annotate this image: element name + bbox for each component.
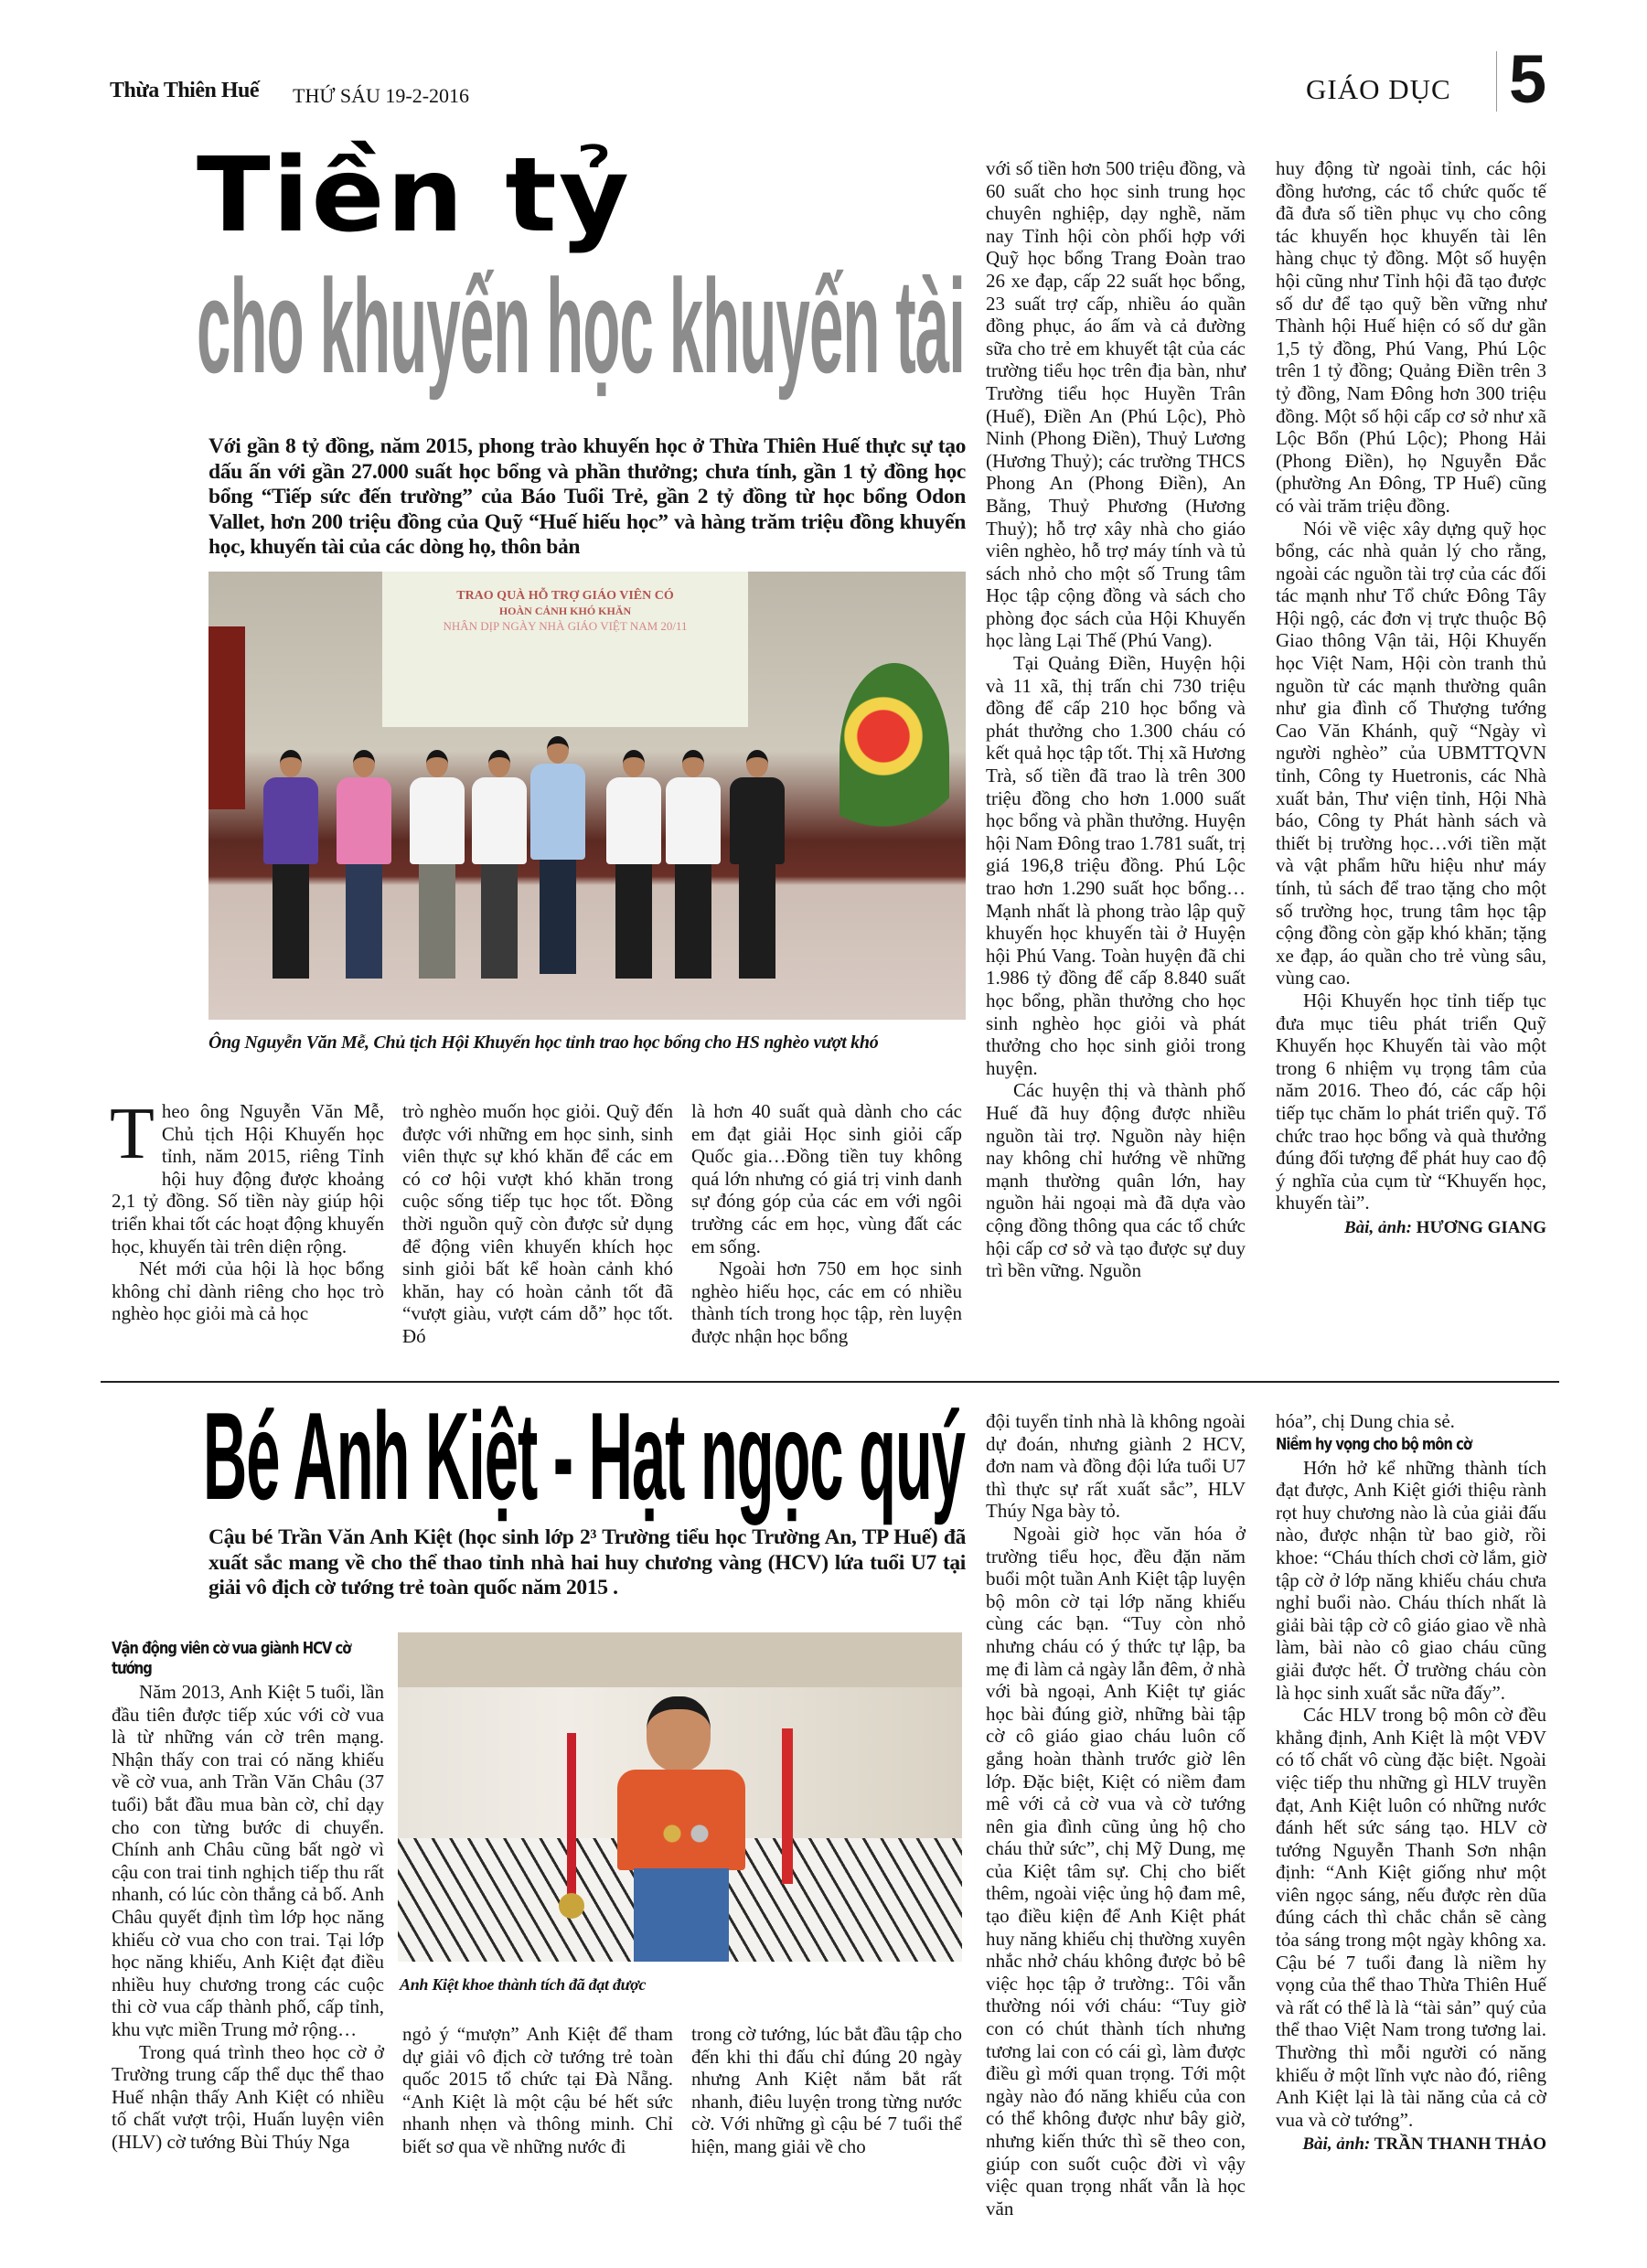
article2-lead: Cậu bé Trần Văn Anh Kiệt (học sinh lớp 2³ Trường tiểu học Trường An, TP Huế) đã xuất sắc mang về cho thể thao tỉnh nhà hai huy chương vàng (HCV) lứa tuổi U7 tại giải vô địch cờ tướng trẻ toàn quốc năm 2015 . [209, 1525, 966, 1599]
article2-title: Bé Anh Kiệt - Hạt ngọc quý [203, 1386, 965, 1525]
paragraph-text: là hơn 40 suất quà dành cho các em đạt giải Học sinh giỏi cấp Quốc gia…Đồng tiền tuy không quá lớn nhưng có giá trị vinh danh sự đóng góp của các em với ngôi trường các em học, vùng đất các em sống. [691, 1100, 962, 1257]
paragraph [112, 2041, 384, 2154]
byline [1276, 2133, 1546, 2156]
person-torso [666, 777, 721, 864]
person-torso [530, 764, 585, 860]
article1-column-5 [1276, 157, 1546, 1240]
paragraph [986, 1079, 1246, 1281]
paragraph-text: heo ông Nguyễn Văn Mễ, Chủ tịch Hội Khuyến học tỉnh, năm 2015, riêng Tỉnh hội huy động được khoảng 2,1 tỷ đồng. Số tiền này giúp hội triển khai tốt các hoạt động khuyến học, khuyến tài trên diện rộng. [112, 1100, 384, 1257]
person-legs [481, 864, 518, 979]
person-head [280, 750, 302, 777]
paragraph-text: Năm 2013, Anh Kiệt 5 tuổi, lần đầu tiên được tiếp xúc với cờ vua là từ những ván cờ trên mạng. Nhận thấy con trai có năng khiếu về cờ vua, anh Trần Văn Châu (37 tuổi) bắt đầu mua bàn cờ, chỉ dạy cho con từng bước di chuyển. Chính anh Châu cũng bất ngờ vì cậu con trai tinh nghịch tiếp thu rất nhanh, có lúc còn thắng cả bố. Anh Châu quyết định tìm lớp học năng khiếu cờ vua cho con trai. Tại lớp học năng khiếu, Anh Kiệt đạt điều nhiều huy chương trong các cuộc thi cờ vua cấp thành phố, cấp tỉnh, khu vực miền Trung mở rộng… [112, 1681, 384, 2040]
article1-title-line2: cho khuyến học khuyến tài [197, 251, 966, 401]
paragraph [691, 2023, 962, 2158]
paragraph [112, 1257, 384, 1325]
person-head [426, 750, 448, 777]
paragraph [1276, 518, 1546, 990]
person-legs [739, 864, 775, 979]
paragraph-text: Các HLV trong bộ môn cờ đều khẳng định, Anh Kiệt là một VĐV có tố chất vô cùng đặc biệt. Ngoài việc tiếp thu những gì HLV truyền đạt, Anh Kiệt luôn có những nước đánh hết sức sáng tạo. HLV cờ tướng Nguyễn Thanh Sơn nhận định: “Anh Kiệt giống như một viên ngọc sáng, nếu được rèn dũa đúng cách thì chắc chắn sẽ càng tỏa sáng trong một ngày không xa. Cậu bé 7 tuổi đang là niềm hy vọng của thể thao Thừa Thiên Huế và rất có thể là là “tài sản” quý của thể thao Việt Nam trong tương lai. Thường thì mỗi người có năng khiếu ở một lĩnh vực nào đó, riêng Anh Kiệt lại là tài năng của cả cờ vua và cờ tướng”. [1276, 1704, 1546, 2131]
subheading: Vận động viên cờ vua giành HCV cờ tướng [112, 1639, 351, 1678]
flower-arrangement [840, 663, 949, 846]
person-head [547, 736, 569, 764]
person-legs [419, 864, 455, 979]
byline-label: Bài, ảnh: [1344, 1217, 1412, 1237]
medal-left [559, 1893, 584, 1919]
projection-screen [382, 572, 748, 727]
article2-photo [398, 1632, 962, 1962]
banner-line2: HOÀN CẢNH KHÓ KHĂN [498, 604, 632, 617]
issue-date: THỨ SÁU 19-2-2016 [293, 84, 470, 107]
paragraph-text: huy động từ ngoài tỉnh, các hội đồng hương, các tổ chức quốc tế đã đưa số tiền phục vụ cho công tác khuyến học khuyến tài lên hàng chục tỷ đồng. Một số huyện hội cũng như Tỉnh hội đã tạo được số dư để tạo quỹ bền vững như Thành hội Huế hiện có số dư gần 1,5 tỷ đồng, Phú Vang, Phú Lộc trên 1 tỷ đồng; Quảng Điền trên 3 tỷ đồng, Nam Đông hơn 300 triệu đồng. Một số hội cấp cơ sở như xã Lộc Bổn (Phú Lộc); Phong Hải (Phong Điền), họ Nguyễn Đắc (phường An Đông, TP Huế) cũng có vài trăm triệu đồng. [1276, 157, 1546, 517]
medal-ribbon-left [567, 1733, 576, 1898]
paragraph-text: Nét mới của hội là học bổng không chỉ dành riêng cho học trò nghèo học giỏi mà cả học [112, 1257, 384, 1325]
paragraph [1276, 1457, 1546, 1705]
paragraph-text: Tại Quảng Điền, Huyện hội và 11 xã, thị trấn chi 730 triệu đồng để cấp 210 học bổng và phát thưởng cho 1.300 cháu có kết quả học tập tốt. Thị xã Hương Trà, số tiền đã trao là trên 300 triệu đồng cho hơn 1.000 suất học bổng và phần thưởng. Huyện hội Nam Đông trao 1.781 suất, trị giá 196,8 triệu đồng. Phú Lộc trao hơn 1.290 suất học bổng… Mạnh nhất là phong trào lập quỹ khuyến học khuyến tài ở Huyện hội Phú Vang. Toàn huyện đã chi 1.986 tỷ đồng để cấp 8.840 suất học bổng, phần thưởng cho học sinh nghèo học giỏi và phát thưởng cho học sinh giỏi trong huyện. [986, 652, 1246, 1079]
paragraph [986, 1410, 1246, 1523]
person-head [353, 750, 375, 777]
paragraph [1276, 1410, 1546, 1433]
article1-column-1 [110, 1094, 384, 1325]
person-legs [273, 864, 309, 979]
wall-shelf [398, 1632, 962, 1687]
person-head [746, 750, 768, 777]
paragraph-text: Nói về việc xây dựng quỹ học bổng, các nhà quản lý cho rằng, ngoài các nguồn tài trợ của các đối tác mạnh như Tổ chức Đông Tây Hội ngộ, các đơn vị trực thuộc Bộ Giao thông Vận tải, Hội Khuyến học Việt Nam, Hội còn tranh thủ nguồn từ các mạnh thường quân như gia đình cố Thượng tướng Cao Văn Khánh, quỹ “Ngày vì người nghèo” của UBMTTQVN tỉnh, Công ty Huetronis, các Nhà xuất bản, Thư viện tỉnh, Hội Nhà báo, Công ty Phát hành sách và thiết bị trường học…với tiền mặt và vật phẩm hữu hiệu như máy tính, tủ sách để trao tặng cho một số trường học, trung tâm học tập cộng đồng còn gặp khó khăn; tặng xe đạp, áo quần cho trẻ vùng sâu, vùng cao. [1276, 517, 1546, 990]
paragraph [1276, 1704, 1546, 2131]
paragraph [986, 652, 1246, 1079]
article1-column-4 [986, 157, 1246, 1282]
paragraph-text: Các huyện thị và thành phố Huế đã huy động được nhiều nguồn tài trợ. Nguồn này hiện nay không chỉ hướng về những mạnh thường quân lớn, hay nguồn hải ngoại mà đã dựa vào cộng đồng thông qua các tổ chức hội cấp cơ sở và tạo được sự duy trì bền vững. Nguồn [986, 1079, 1246, 1282]
person-torso [263, 777, 318, 864]
medal-ribbon-right [782, 1728, 793, 1884]
paragraph-text: Trong quá trình theo học cờ ở Trường trung cấp thể dục thể thao Huế nhận thấy Anh Kiệt có nhiều tố chất vượt trội, Huấn luyện viên (HLV) cờ tướng Bùi Thúy Nga [112, 2040, 384, 2153]
paragraph [986, 1523, 1246, 2220]
person-torso [410, 777, 465, 864]
paragraph [402, 2023, 673, 2158]
paragraph [1276, 157, 1546, 518]
person-legs [540, 860, 576, 974]
header-divider [1496, 51, 1497, 112]
paragraph-text: Ngoài giờ học văn hóa ở trường tiểu học, đều đặn năm buổi một tuần Anh Kiệt tập luyện bộ môn cờ tại lớp năng khiếu cùng các bạn. “Tuy còn nhỏ nhưng cháu có ý thức tự lập, ba mẹ đi làm cả ngày lẫn đêm, ở nhà với bà ngoại, Anh Kiệt tự giác học bài đúng giờ, những bài tập cờ cô giáo giao cháu luôn cố gắng hoàn thành trước giờ lên lớp. Đặc biệt, Kiệt có niềm đam mê với cả cờ vua và cờ tướng nên gia đình cũng ủng hộ cho cháu thử sức”, chị Mỹ Dung, mẹ của Kiệt tâm sự. Chị cho biết thêm, ngoài việc ủng hộ đam mê, tạo điều kiện để Anh Kiệt phát huy năng khiếu chị thường xuyên nhắc nhở cháu không được bỏ bê việc học tập ở trường:. Tôi vẫn thường nói với cháu: “Tuy giờ con có chút thành tích nhưng tương lai con có cái gì, làm được điều gì mới quan trọng. Tới một ngày nào đó năng khiếu của con có thể không được như bây giờ, nhưng kiến thức thì sẽ theo con, giúp con suốt cuộc đời vì vậy việc quan trọng nhất vẫn là học văn [986, 1522, 1246, 2220]
person-head [682, 750, 704, 777]
paragraph [112, 1681, 384, 2041]
paragraph-text: với số tiền hơn 500 triệu đồng, và 60 suất cho học sinh trung học chuyên nghiệp, dạy nghề, năm nay Tỉnh hội còn phối hợp với Quỹ học bổng Trang Đoàn trao 26 xe đạp, cấp 22 suất học bổng, 23 suất trợ cấp, nhiều áo quần đồng phục, áo ấm và cả đường sữa cho trẻ em khuyết tật của các trường tiểu học trên địa bàn, như Trường tiểu học Huyền Trân (Huế), Điền An (Phú Lộc), Phò Ninh (Phong Điền), Thuỷ Lương (Hương Thuỷ); các trường THCS Phong An (Phong Điền), An Bằng, Thuỷ Phương (Hương Thuỷ); hỗ trợ xây nhà cho giáo viên nghèo, hỗ trợ máy tính và tủ sách nhỏ cho một số Trung tâm Học tập cộng đồng và sách cho phòng đọc sách của Hội Khuyến học làng Lại Thế (Phú Vang). [986, 157, 1246, 652]
byline-author: HƯƠNG GIANG [1416, 1217, 1546, 1237]
paragraph-text: Hớn hở kể những thành tích đạt được, Anh Kiệt giới thiệu rành rọt huy chương nào là của giải đấu nào, được nhận từ bao giờ, rồi khoe: “Cháu thích chơi cờ lắm, giờ tập cờ ở lớp năng khiếu cháu chưa nghỉ buổi nào. Cháu thích nhất là giải bài tập cờ cô giáo giao về nhà làm, bài nào cô giao cháu cũng giải được hết. Ở trường cháu còn là học sinh xuất sắc nữa đấy”. [1276, 1456, 1546, 1704]
paragraph [402, 1100, 673, 1348]
article2-column-5 [1276, 1410, 1546, 2156]
person-torso [606, 777, 661, 864]
left-curtain [209, 626, 245, 809]
paragraph-text: Ngoài hơn 750 em học sinh nghèo hiếu học, các em có nhiều thành tích trong học tập, rèn luyện được nhận học bổng [691, 1257, 962, 1347]
article1-title-line1: Tiền tỷ [197, 136, 632, 255]
article1-photo [209, 572, 966, 1020]
drop-cap: T [110, 1094, 155, 1174]
boy-jeans [634, 1868, 729, 1962]
banner-line3: NHÂN DỊP NGÀY NHÀ GIÁO VIỆT NAM 20/11 [443, 619, 688, 633]
subheading: Niềm hy vọng cho bộ môn cờ [1276, 1434, 1472, 1454]
section-name: GIÁO DỤC [1306, 73, 1451, 105]
article2-column-2 [402, 2023, 673, 2158]
person-head [623, 750, 645, 777]
paragraph-text: trò nghèo muốn học giỏi. Quỹ đến được với những em học sinh, sinh viên thực sự khó khăn để các em có cơ hội vượt khó khăn trong cuộc sống tiếp tục học tốt. Đồng thời nguồn quỹ còn được sử dụng để động viên khuyến khích học sinh giỏi bất kể hoàn cảnh khó khăn, hay có hoàn cảnh tốt đã “vượt giàu, vượt cám dỗ” học tốt. Đó [402, 1100, 673, 1347]
boy-head [647, 1696, 711, 1771]
person-legs [675, 864, 711, 979]
article2-column-4 [986, 1410, 1246, 2220]
person-legs [615, 864, 652, 979]
byline-label: Bài, ảnh: [1302, 2134, 1371, 2155]
paragraph [691, 1257, 962, 1347]
paragraph [691, 1100, 962, 1257]
person-head [488, 750, 510, 777]
article2-column-1 [112, 1637, 384, 2153]
paragraph [986, 157, 1246, 652]
newspaper-brand: Thừa Thiên Huế [110, 79, 260, 102]
paragraph [110, 1094, 384, 1257]
medals-on-chest [658, 1815, 713, 1852]
article1-photo-caption: Ông Nguyễn Văn Mễ, Chủ tịch Hội Khuyến học tỉnh trao học bổng cho HS nghèo vượt khó [209, 1032, 879, 1053]
paragraph-text: ngỏ ý “mượn” Anh Kiệt để tham dự giải vô địch cờ tướng trẻ toàn quốc 2015 tổ chức tại Đà Nẵng. “Anh Kiệt là một cậu bé hết sức nhanh nhẹn và thông minh. Chỉ biết sơ qua về những nước đi [402, 2023, 673, 2157]
paragraph-text: trong cờ tướng, lúc bắt đầu tập cho đến khi thi đấu chỉ đúng 20 ngày nhưng Anh Kiệt nắm bắt rất nhanh, điêu luyện trong từng nước cờ. Với những gì cậu bé 7 tuổi thể hiện, mang giải về cho [691, 2023, 962, 2157]
person-legs [346, 864, 382, 979]
paragraph-text: hóa”, chị Dung chia sẻ. [1276, 1410, 1455, 1432]
article2-column-3 [691, 2023, 962, 2158]
person-torso [472, 777, 527, 864]
person-torso [337, 777, 391, 864]
paragraph [1276, 990, 1546, 1214]
person-torso [730, 777, 785, 864]
byline-author: TRẦN THANH THẢO [1374, 2134, 1546, 2155]
paragraph-text: đội tuyển tỉnh nhà là không ngoài dự đoán, nhưng giành 2 HCV, đơn nam và đồng đội lứa tuổi U7 thì thực sự rất xuất sắc”, HLV Thúy Nga bày tỏ. [986, 1410, 1246, 1523]
article1-column-3 [691, 1100, 962, 1348]
article2-photo-caption: Anh Kiệt khoe thành tích đã đạt được [400, 1975, 647, 1994]
article-divider [101, 1381, 1559, 1383]
article1-lead: Với gần 8 tỷ đồng, năm 2015, phong trào khuyến học ở Thừa Thiên Huế thực sự tạo dấu ấn với gần 27.000 suất học bổng và phần thưởng; chưa tính, gần 1 tỷ đồng học bổng “Tiếp sức đến trường” của Báo Tuổi Trẻ, gần 2 tỷ đồng từ học bổng Odon Vallet, hơn 200 triệu đồng của Quỹ “Huế hiếu học” và hàng trăm triệu đồng khuyến học, khuyến tài của các dòng họ, thôn bản [209, 434, 966, 559]
paragraph-text: Hội Khuyến học tỉnh tiếp tục đưa mục tiêu phát triển Quỹ Khuyến học Khuyến tài vào một trong 6 nhiệm vụ trọng tâm của năm 2016. Theo đó, các cấp hội tiếp tục chăm lo phát triển quỹ. Tổ chức trao học bổng và quà thưởng đúng đối tượng để phát huy cao độ ý nghĩa của cụm từ “Khuyến học, khuyến tài”. [1276, 989, 1546, 1214]
article1-column-2 [402, 1100, 673, 1348]
page-number: 5 [1509, 41, 1547, 117]
banner-line1: TRAO QUÀ HỖ TRỢ GIÁO VIÊN CÓ [456, 589, 674, 603]
byline [1276, 1216, 1546, 1240]
